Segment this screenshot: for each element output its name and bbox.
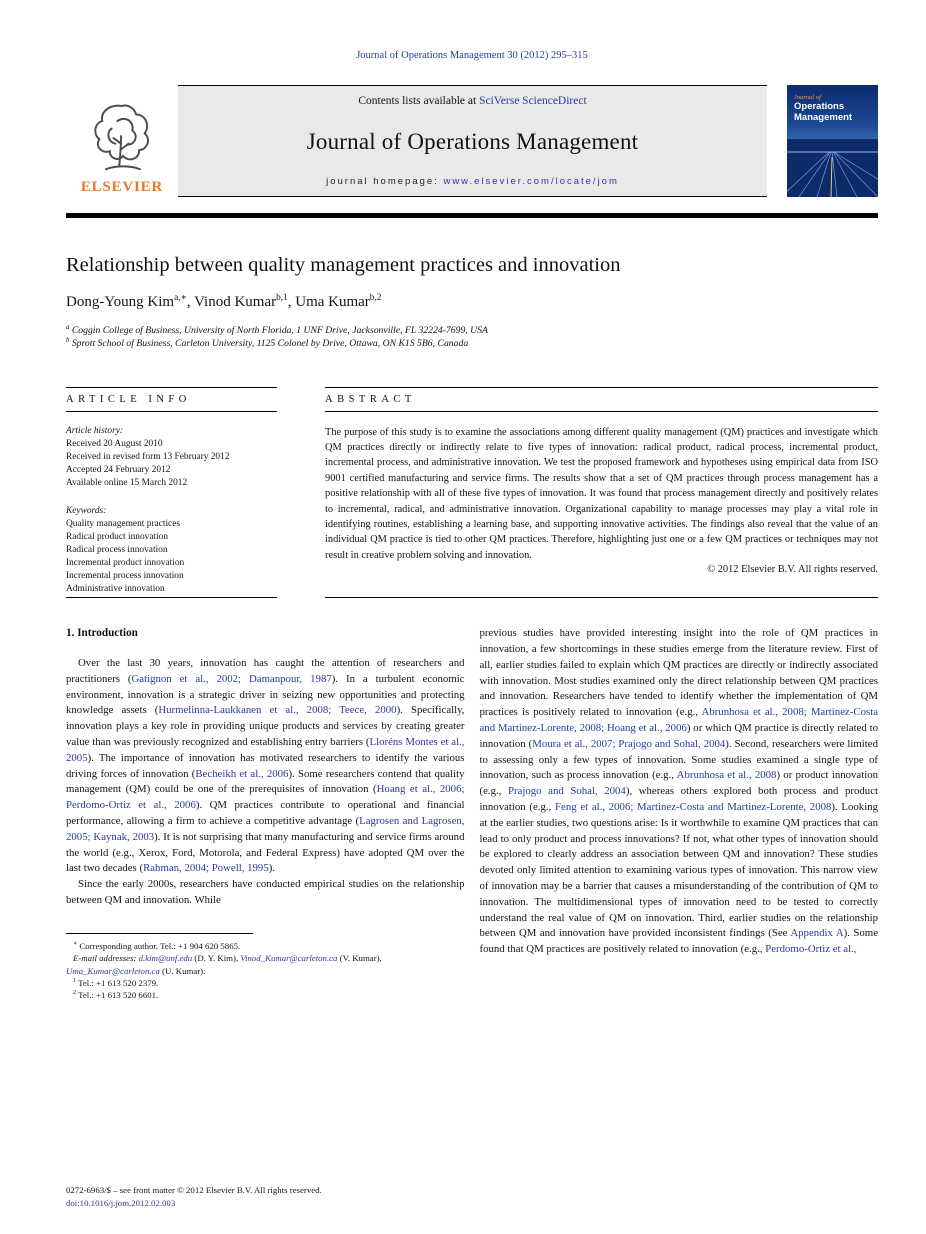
email-link[interactable]: Vinod_Kumar@carleton.ca [240,953,338,964]
footnote-tel-2 [66,989,465,1001]
history-line: Accepted 24 February 2012 [66,464,171,475]
text-run: Uma Kumar [295,293,370,310]
keyword-item: Radical product innovation [66,531,169,542]
sciverse-sciencedirect-link[interactable]: SciVerse ScienceDirect [479,95,587,107]
text-run: ∗ [73,940,78,947]
article-info-column [66,387,277,599]
citation-link[interactable]: Hoang et al., 2006; Perdomo-Ortiz et al., 2006 [66,783,465,812]
text-run: ). Some found that QM practices are positively related to innovation (e.g., [479,927,878,956]
footnote-emails [66,952,465,977]
citation-link[interactable]: Rahman, 2004; Powell, 1995 [143,862,269,875]
citation-link[interactable]: Gatignon et al., 2002; Damanpour, 1987 [131,672,332,685]
keyword-item: Quality management practices [66,518,181,529]
citation-link[interactable]: Perdomo-Ortiz et al., [765,943,857,956]
citation-link[interactable]: Appendix A [790,927,844,940]
header-thick-rule [66,213,878,218]
footnote-corresponding-author [66,940,465,952]
citation-link[interactable]: Becheikh et al., 2006 [195,767,289,780]
journal-cover-thumbnail [787,85,878,197]
affiliations [66,324,878,351]
text-run: ). Specifically, innovation plays a key role in providing unique products and services by creating greater value than was previously recognized and establishing entry barriers ( [66,704,465,748]
email-link[interactable]: Uma_Kumar@carleton.ca [66,965,160,976]
text-run: , [287,293,296,310]
text-run: a [66,323,70,331]
text-run: ). It is not surprising that many manufacturing and service firms around the world (e.g., Xerox, Ford, Motorola, and Federal Express) have adopted QM over the last two decades ( [66,830,465,875]
text-run: ). The importance of innovation has motivated researchers to identify the various driving forces of innovation ( [66,751,465,780]
text-run: Corresponding author. Tel.: +1 904 620 5865. [77,940,241,951]
homepage-prefix: journal homepage: [326,176,444,187]
keyword-item: Administrative innovation [66,583,165,594]
header-band [66,85,878,197]
text-run: b [66,336,70,344]
text-run: (D. Y. Kim), [192,953,241,964]
text-run: Dong-Young Kim [66,293,175,310]
text-run: Vinod Kumar [194,293,277,310]
text-run: ). QM practices contribute to operational and financial performance, allowing a firm to achieve a competitive advantage ( [66,799,465,827]
citation-link[interactable]: Abrunhosa et al., 2008; Martinez-Costa and Martinez-Lorente, 2008; Hoang et al., 2006 [479,706,878,734]
text-run: b,1 [276,292,288,303]
text-run: Tel.: +1 613 520 6601. [76,990,159,1001]
text-run: (U. Kumar). [159,965,206,976]
doi-link[interactable]: doi:10.1016/j.jom.2012.02.003 [66,1198,176,1208]
text-run: ) or product innovation (e.g., [479,769,879,798]
citation-link[interactable]: Lagrosen and Lagrosen, 2005; Kaynak, 2003 [66,814,465,843]
abstract-heading: ABSTRACT [325,387,878,412]
keywords-label: Keywords: [66,505,107,516]
abstract-column [325,387,878,599]
text-run: a,∗ [174,292,187,303]
text-run: 1 [73,978,77,984]
text-run: ). [268,862,276,875]
imprint-block [66,1184,322,1210]
text-run: b,2 [369,292,382,303]
footnotes [66,940,465,1002]
footnote-rule [66,933,253,934]
text-run: , [186,293,195,310]
contents-prefix: Contents lists available at [358,95,480,107]
issn-line: 0272-6963/$ – see front matter © 2012 Elsevier B.V. All rights reserved. [66,1185,322,1195]
cover-journal-of-label: Journal of [794,94,821,101]
journal-reference-line: Journal of Operations Management 30 (2012) 295–315 [356,50,588,61]
text-run: Sprott School of Business, Carleton University, 1125 Colonel by Drive, Ottawa, ON K1S 5B6, Canada [69,338,469,349]
history-line: Received 20 August 2010 [66,438,163,449]
footnote-tel-1 [66,977,465,989]
citation-link[interactable]: Abrunhosa et al., 2008 [676,769,777,782]
text-run: ). Looking at the earlier studies, two questions arise: Is it worthwhile to examine QM practices that can lead to only product and process innovations? If not, what other types of innovation should be explored to clearly address an association between QM and innovation? These studies devoted only limited attention to examining various types of innovation. This narrow view of innovation may be a barrier that causes a misunderstanding of the contribution of QM to innovation. The multidimensional types of innovation need to be tested to correctly understand the real value of QM on innovation. Third, earlier studies on the relationship between QM and innovation have provided inconsistent findings (See [479,800,878,940]
abstract-text: The purpose of this study is to examine the associations among different quality management (QM) practices and investigate which QM practices directly or indirectly relate to five types of innovation: radical product, radical process, incremental product, incremental process, and administrative innovation. We test the proposed framework and hypotheses using empirical data from ISO 9001 certified manufacturing and service firms. The results show that a set of QM practices through process management has a positive relationship with all of these five types of innovation. It was found that process management directly and positively relates to incremental, radical, and administrative innovation. Organizational capability to manage processes may play a vital role in identifying routines, establishing a learning base, and supporting innovative activities. The findings also reveal that the value of an individual QM practice is tied to other QM practices. Therefore, highlighting just one or a few QM practices or techniques may not result in creative problem solving and innovation. [325,426,878,561]
text-run: Tel.: +1 613 520 2379. [76,977,159,988]
keyword-item: Incremental process innovation [66,570,184,581]
text-run: ). In a turbulent economic environment, innovation is a strategic driver in seizing new opportunities and protecting knowledge assets ( [66,672,465,717]
keyword-item: Radical process innovation [66,544,168,555]
authors-line [66,294,878,311]
text-run: (V. Kumar), [337,953,382,964]
text-run: ) or which QM practice is directly related to innovation ( [479,721,879,750]
citation-link[interactable]: Prajogo and Sohal, 2004 [507,785,626,798]
intro-paragraph-1 [66,656,465,877]
email-link[interactable]: d.kim@unf.edu [138,953,193,964]
text-run: Over the last 30 years, innovation has caught the attention of researchers and practitioners ( [66,656,465,685]
text-run: ). Some researchers contend that quality management (QM) could be one of the prerequisites of innovation ( [66,767,465,796]
article-title: Relationship between quality management practices and innovation [66,253,621,276]
citation-link[interactable]: Hurmelinna-Laukkanen et al., 2008; Teece, 2000 [158,704,397,717]
intro-paragraph-2 [66,877,465,909]
cover-title: Operations Management [794,101,853,123]
body-columns [66,626,878,1002]
cover-highway-art [787,139,878,197]
elsevier-tree-icon [89,101,155,177]
text-run: ). Second, researchers were limited to assessing only a few types of innovation. Some studies examined a single type of innovation, such as process innovation (e.g., [479,737,878,782]
text-run: Coggin College of Business, University of North Florida, 1 UNF Drive, Jacksonville, FL 32224-7699, USA [69,324,488,336]
contents-line [358,95,586,107]
elsevier-logo [66,85,178,197]
article-history-label: Article history: [66,425,124,436]
article-info-heading: ARTICLE INFO [66,387,277,412]
journal-homepage-link[interactable]: www.elsevier.com/locate/jom [443,176,619,187]
text-run: previous studies have provided interesting insight into the role of QM practices in innovation, a few shortcomings in these studies emerge from the literature review. First of all, earlier studies failed to explain which QM practices are directly or indirectly associated with innovation. Most studies examined only the direct relationship between QM practices and innovation. Researchers have tended to identify whether the implementation of QM practices is positively related to innovation (e.g., [479,627,878,719]
homepage-line [326,176,619,187]
journal-title: Journal of Operations Management [306,128,639,154]
keyword-item: Incremental product innovation [66,557,185,568]
citation-link[interactable]: Feng et al., 2006; Martinez-Costa and Martinez-Lorente, 2008 [555,800,832,813]
right-column [480,626,879,1002]
history-line: Available online 15 March 2012 [66,477,188,488]
citation-link[interactable]: Moura et al., 2007; Prajogo and Sohal, 2004 [532,737,726,750]
elsevier-wordmark: ELSEVIER [80,179,164,195]
intro-paragraph-continued [480,626,879,958]
info-abstract-section [66,387,878,599]
abstract-copyright: © 2012 Elsevier B.V. All rights reserved. [707,564,878,576]
text-run: ), whereas others explored both process and product innovation (e.g., [479,785,878,813]
journal-banner [178,85,767,197]
affiliation-line [66,324,878,338]
text-run: 2 [73,990,77,997]
history-line: Received in revised form 13 February 2012 [66,451,230,462]
left-column [66,626,465,1002]
introduction-heading: 1. Introduction [66,627,138,640]
citation-link[interactable]: Lloréns Montes et al., 2005 [66,735,465,764]
text-run: Since the early 2000s, researchers have conducted empirical studies on the relationship between QM and innovation. While [66,878,465,906]
affiliation-line [66,337,878,351]
text-run: E-mail addresses: [73,953,139,964]
